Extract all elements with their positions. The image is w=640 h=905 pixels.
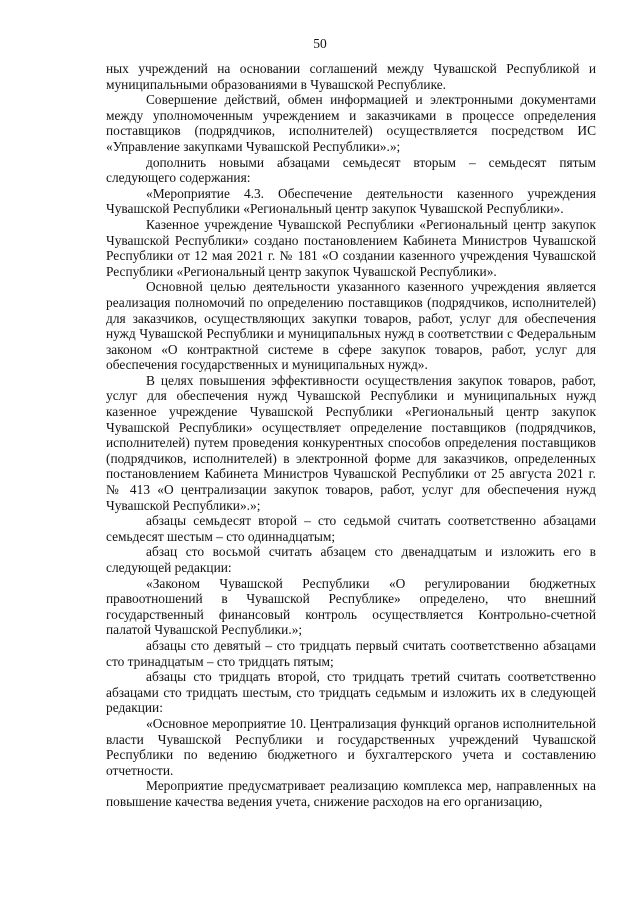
paragraph: дополнить новыми абзацами семьдесят вторым – семьдесят пятым следующего содержания: (106, 154, 596, 186)
paragraph: абзацы сто девятый – сто тридцать первый считать соответственно абзацами сто тринадцатым – сто тридцать пятым; (106, 637, 596, 669)
paragraph: ных учреждений на основании соглашений между Чувашской Республикой и муниципальными образованиями в Чувашской Республике. (106, 61, 596, 92)
paragraph: В целях повышения эффективности осуществления закупок товаров, работ, услуг для обеспечения нужд Чувашской Республики и муниципальных нужд казенное учреждение Чувашской Республики «Региональный центр закупок Чувашской Республики» осуществляет определение поставщиков (подрядчиков, исполнителей) путем проведения конкурентных способов определения поставщиков (подрядчиков, исполнителей) в электронной форме для заказчиков, определенных постановлением Кабинета Министров Чувашской Республики от 25 августа 2021 г. № 413 «О централизации закупок товаров, работ, услуг для обеспечения нужд Чувашской Республики».»; (106, 372, 596, 513)
paragraph: абзац сто восьмой считать абзацем сто двенадцатым и изложить его в следующей редакции: (106, 544, 596, 575)
paragraph: «Основное мероприятие 10. Централизация функций органов исполнительной власти Чувашской Республики и государственных учреждений Чувашской Республики по ведению бюджетного и бухгалтерского учета и составлению отчетности. (106, 715, 596, 778)
paragraph: Совершение действий, обмен информацией и электронными документами между уполномоченным учреждением и заказчиками в процессе определения поставщиков (подрядчиков, исполнителей) осуществляется посредством ИС «Управление закупками Чувашской Республики».»; (106, 92, 596, 154)
paragraph: Основной целью деятельности указанного казенного учреждения является реализация полномочий по определению поставщиков (подрядчиков, исполнителей) для заказчиков, осуществляющих закупки товаров, работ, услуг для обеспечения нужд Чувашской Республики и муниципальных нужд в соответствии с Федеральным законом «О контрактной системе в сфере закупок товаров, работ, услуг для обеспечения государственных и муниципальных нужд». (106, 279, 596, 373)
paragraph: Мероприятие предусматривает реализацию комплекса мер, направленных на повышение качества ведения учета, снижение расходов на его организацию, (106, 778, 596, 809)
paragraph: Казенное учреждение Чувашской Республики «Региональный центр закупок Чувашской Республики» создано постановлением Кабинета Министров Чувашской Республики от 12 мая 2021 г. № 181 «О создании казенного учреждения Чувашской Республики «Региональный центр закупок Чувашской Республики». (106, 216, 596, 279)
paragraph: абзацы сто тридцать второй, сто тридцать третий считать соответственно абзацами сто тридцать шестым, сто тридцать седьмым и изложить их в следующей редакции: (106, 669, 596, 716)
paragraph: «Мероприятие 4.3. Обеспечение деятельности казенного учреждения Чувашской Республики «Региональный центр закупок Чувашской Республики». (106, 185, 596, 217)
paragraph: абзацы семьдесят второй – сто седьмой считать соответственно абзацами семьдесят шестым – сто одиннадцатым; (106, 513, 596, 544)
page-number: 50 (313, 36, 327, 51)
document-body (106, 61, 596, 810)
paragraph: «Законом Чувашской Республики «О регулировании бюджетных правоотношений в Чувашской Республике» определено, что внешний государственный финансовый контроль осуществляется Контрольно-счетной палатой Чувашской Республики.»; (106, 575, 596, 638)
